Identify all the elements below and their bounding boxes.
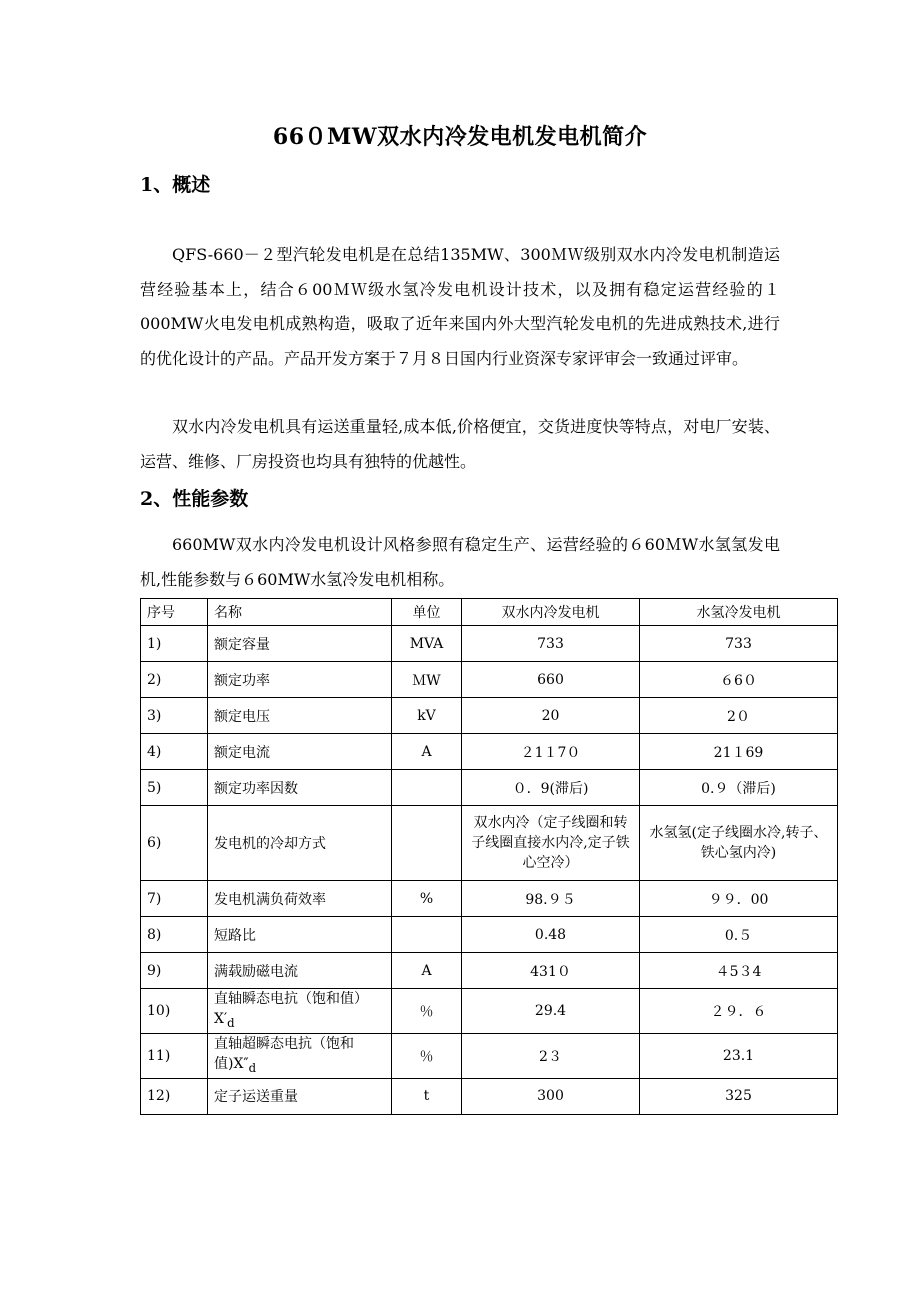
- cell-no: 10): [141, 989, 208, 1034]
- table-row: [141, 881, 838, 917]
- table-row: [141, 770, 838, 806]
- cell-no: 7): [141, 881, 208, 917]
- cell-name: 额定功率: [208, 662, 392, 698]
- table-row: [141, 917, 838, 953]
- cell-name: 定子运送重量: [208, 1078, 392, 1114]
- cell-no: 6): [141, 806, 208, 881]
- cell-water-hydrogen: ２９．６: [640, 989, 838, 1034]
- cell-name-subscript: d: [227, 1015, 235, 1030]
- cell-unit: t: [392, 1078, 462, 1114]
- table-row: [141, 1078, 838, 1114]
- header-unit: 单位: [392, 599, 462, 626]
- cell-name: 额定功率因数: [208, 770, 392, 806]
- cell-dual-water: 431０: [462, 953, 640, 989]
- cell-dual-water: 98.９５: [462, 881, 640, 917]
- cell-unit: ％: [392, 989, 462, 1034]
- cell-unit: A: [392, 953, 462, 989]
- cell-name-text: 直轴瞬态电抗（饱和值）X′: [214, 991, 368, 1027]
- table-row: [141, 806, 838, 881]
- table-row: [141, 953, 838, 989]
- cell-no: 4): [141, 734, 208, 770]
- cell-water-hydrogen: 325: [640, 1078, 838, 1114]
- table-row: [141, 989, 838, 1034]
- table-row: [141, 1033, 838, 1078]
- performance-parameter-table: [140, 598, 838, 1115]
- header-dual-water: 双水内冷发电机: [462, 599, 640, 626]
- overview-paragraph-1: QFS-660－２型汽轮发电机是在总结135MW、300ＭＷ级别双水内冷发电机制造运营经验基本上，结合６00ＭＷ级水氢冷发电机设计技术，以及拥有稳定运营经验的１000MW火电发电机成熟构造，吸取了近年来国内外大型汽轮发电机的先进成熟技术,进行的优化设计的产品。产品开发方案于７月８日国内行业资深专家评审会一致通过评审。: [140, 245, 780, 368]
- cell-unit: [392, 806, 462, 881]
- cell-dual-water: 300: [462, 1078, 640, 1114]
- header-name: 名称: [208, 599, 392, 626]
- cell-no: 5): [141, 770, 208, 806]
- cell-dual-water: 0.48: [462, 917, 640, 953]
- cell-water-hydrogen: 0.５: [640, 917, 838, 953]
- cell-dual-water: 733: [462, 626, 640, 662]
- table-header-row: [141, 599, 838, 626]
- cell-dual-water: 2３: [462, 1033, 640, 1078]
- cell-water-hydrogen: 水氢氢(定子线圈水冷,转子、铁心氢内冷): [640, 806, 838, 881]
- cell-no: 9): [141, 953, 208, 989]
- cell-name: 满载励磁电流: [208, 953, 392, 989]
- cell-dual-water: 660: [462, 662, 640, 698]
- cell-name-text: 直轴超瞬态电抗（饱和值)X″: [214, 1035, 354, 1072]
- cell-name: 额定容量: [208, 626, 392, 662]
- cell-no: 1): [141, 626, 208, 662]
- cell-water-hydrogen: ９９．00: [640, 881, 838, 917]
- cell-name-subscript: d: [248, 1060, 257, 1075]
- section-heading-performance: 2、性能参数: [140, 488, 249, 510]
- cell-water-hydrogen: 2０: [640, 698, 838, 734]
- cell-water-hydrogen: 21１69: [640, 734, 838, 770]
- cell-name: 发电机的冷却方式: [208, 806, 392, 881]
- cell-name: [208, 989, 392, 1034]
- section-heading-overview: 1、概述: [140, 174, 211, 196]
- cell-dual-water: 29.4: [462, 989, 640, 1034]
- cell-unit: [392, 770, 462, 806]
- cell-name: 额定电流: [208, 734, 392, 770]
- header-no: 序号: [141, 599, 208, 626]
- cell-water-hydrogen: ６6０: [640, 662, 838, 698]
- cell-no: 8): [141, 917, 208, 953]
- cell-unit: %: [392, 881, 462, 917]
- cell-unit: ＭW: [392, 662, 462, 698]
- cell-name: 发电机满负荷效率: [208, 881, 392, 917]
- cell-no: 12): [141, 1078, 208, 1114]
- table-row: [141, 662, 838, 698]
- cell-unit: A: [392, 734, 462, 770]
- cell-dual-water: 20: [462, 698, 640, 734]
- table-row: [141, 626, 838, 662]
- cell-dual-water: 双水内冷（定子线圈和转子线圈直接水内冷,定子铁心空冷）: [462, 806, 640, 881]
- cell-no: 3): [141, 698, 208, 734]
- cell-unit: kV: [392, 698, 462, 734]
- cell-no: 2): [141, 662, 208, 698]
- cell-unit: [392, 917, 462, 953]
- cell-water-hydrogen: 733: [640, 626, 838, 662]
- table-row: [141, 734, 838, 770]
- cell-name: [208, 1033, 392, 1078]
- header-water-hydrogen: 水氢冷发电机: [640, 599, 838, 626]
- document-title: 66０MW双水内冷发电机发电机简介: [272, 124, 648, 150]
- cell-water-hydrogen: ４5３4: [640, 953, 838, 989]
- cell-dual-water: ０．9(滞后): [462, 770, 640, 806]
- cell-unit: ％: [392, 1033, 462, 1078]
- cell-dual-water: ２1１7０: [462, 734, 640, 770]
- cell-no: 11): [141, 1033, 208, 1078]
- cell-water-hydrogen: 0.９（滞后): [640, 770, 838, 806]
- performance-paragraph: 660MW双水内冷发电机设计风格参照有稳定生产、运营经验的６60ＭW水氢氢发电机,性能参数与６60MW水氢冷发电机相称。: [140, 535, 780, 589]
- cell-unit: MVA: [392, 626, 462, 662]
- cell-name: 额定电压: [208, 698, 392, 734]
- cell-water-hydrogen: 23.1: [640, 1033, 838, 1078]
- overview-paragraph-2: 双水内冷发电机具有运送重量轻,成本低,价格便宜，交货进度快等特点，对电厂安装、运营、维修、厂房投资也均具有独特的优越性。: [140, 417, 780, 471]
- cell-name: 短路比: [208, 917, 392, 953]
- table-row: [141, 698, 838, 734]
